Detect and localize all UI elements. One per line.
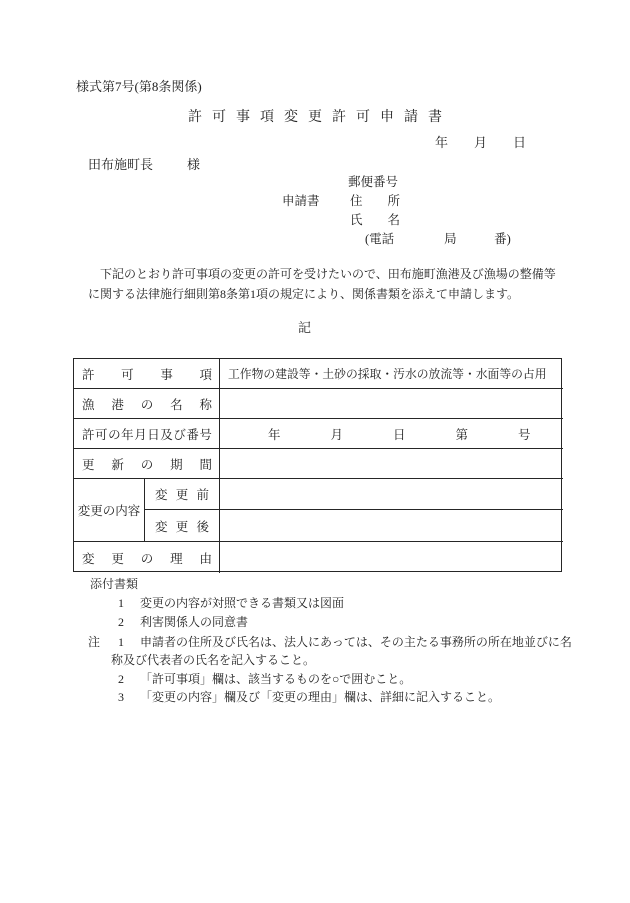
ki-marker: 記 (298, 320, 312, 335)
body-line-2: に関する法律施行細則第8条第1項の規定により、関係書類を添えて申請します。 (88, 287, 520, 301)
table-label-change-content: 変更の内容 (74, 479, 145, 542)
name-label: 氏 名 (350, 213, 401, 227)
postal-code-label: 郵便番号 (348, 175, 399, 189)
note-item-text: 「許可事項」欄は、該当するものを○で囲むこと。 (140, 672, 412, 686)
attachment-item-text: 変更の内容が対照できる書類又は図面 (140, 596, 345, 610)
attachments-heading: 添付書類 (90, 577, 139, 591)
attachment-item-text: 利害関係人の同意書 (140, 615, 249, 629)
note-item-number: 2 (118, 672, 124, 686)
table-value-fishing-port-name (220, 389, 563, 419)
addressee: 田布施町長 (88, 157, 154, 172)
addressee-honorific: 様 (187, 157, 201, 172)
table-label-permit-date-number: 許 可 の 年 月 日 及 び 番 号 (74, 419, 220, 449)
note-item-number: 3 (118, 690, 124, 704)
table-value-before-change (220, 479, 563, 510)
table-label-fishing-port-name: 漁 港 の 名 称 (74, 389, 220, 419)
applicant-label: 申請書 (282, 194, 320, 208)
page-title: 許可事項変更許可申請書 (188, 110, 452, 125)
table-label-renewal-period: 更 新 の 期 間 (74, 449, 220, 479)
note-item-number: 1 (118, 635, 124, 649)
table-value-permit-items: 工作物の建設等・土砂の採取・汚水の放流等・水面等の占用 (220, 359, 563, 389)
note-item-text-continuation: 称及び代表者の氏名を記入すること。 (111, 653, 316, 667)
table-label-before-change: 変 更 前 (145, 479, 220, 510)
note-item-text: 「変更の内容」欄及び「変更の理由」欄は、詳細に記入すること。 (140, 690, 501, 704)
table-label-change-reason: 変 更 の 理 由 (74, 542, 220, 573)
table-label-permit-items: 許 可 事 項 (74, 359, 220, 389)
form-number: 様式第7号(第8条関係) (76, 79, 202, 94)
address-label: 住 所 (350, 194, 401, 208)
application-table (73, 358, 562, 572)
phone-label: (電話 局 番) (365, 232, 511, 246)
table-label-after-change: 変 更 後 (145, 510, 220, 542)
table-value-after-change (220, 510, 563, 542)
body-line-1: 下記のとおり許可事項の変更の許可を受けたいので、田布施町漁港及び漁場の整備等 (100, 267, 556, 281)
date-line: 年 月 日 (435, 135, 527, 150)
table-value-change-reason (220, 542, 563, 573)
table-value-permit-date-number: 年 月 日 第 号 (220, 419, 563, 449)
attachment-item-number: 2 (118, 615, 124, 629)
table-value-renewal-period (220, 449, 563, 479)
note-item-text: 申請者の住所及び氏名は、法人にあっては、その主たる事務所の所在地並びに名 (140, 635, 572, 649)
attachment-item-number: 1 (118, 596, 124, 610)
notes-marker: 注 (88, 635, 101, 649)
